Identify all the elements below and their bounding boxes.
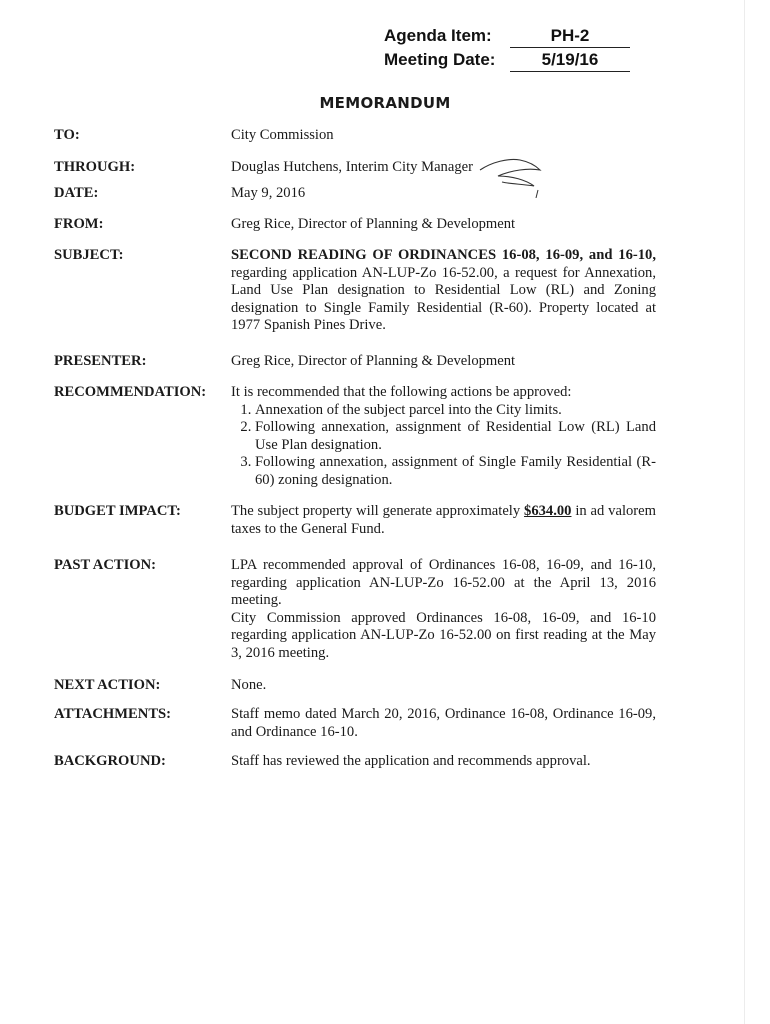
- meeting-date-label: Meeting Date:: [384, 50, 496, 69]
- from-value: Greg Rice, Director of Planning & Development: [231, 216, 516, 232]
- date-label: DATE:: [54, 185, 99, 201]
- subject-bold-text: SECOND READING OF ORDINANCES 16-08, 16-09, and 16-10,: [231, 247, 656, 263]
- next-action-value: None.: [231, 677, 267, 693]
- budget-amount: $634.00: [524, 503, 572, 519]
- subject-label: SUBJECT:: [54, 247, 124, 263]
- budget-label: BUDGET IMPACT:: [54, 503, 181, 519]
- budget-text-after: in ad valorem taxes to the General Fund.: [231, 503, 656, 537]
- agenda-item-label: Agenda Item:: [384, 26, 492, 45]
- to-value: City Commission: [231, 127, 334, 143]
- past-action-paragraph: City Commission approved Ordinances 16-08, 16-09, and 16-10 regarding application AN-LUP-Zo 16-52.00 on first reading at the May 3, 2016 meeting.: [231, 609, 656, 661]
- presenter-label: PRESENTER:: [54, 353, 147, 369]
- from-label: FROM:: [54, 216, 104, 232]
- meeting-date-row: [384, 50, 634, 74]
- budget-value: [231, 503, 656, 538]
- recommendation-value: [231, 384, 656, 489]
- meeting-date-value: 5/19/16: [510, 50, 630, 72]
- recommendation-item: 2. Following annexation, assignment of Residential Low (RL) Land Use Plan designation.: [255, 419, 656, 454]
- recommendation-intro: It is recommended that the following actions be approved:: [231, 384, 572, 400]
- through-label: THROUGH:: [54, 159, 136, 175]
- subject-text: regarding application AN-LUP-Zo 16-52.00, a request for Annexation, Land Use Plan designation to Residential Low (RL) and Zoning designation to Single Family Residential (R-60). Property located at 1977 Spanish Pines Drive.: [231, 264, 656, 333]
- date-value: May 9, 2016: [231, 185, 306, 201]
- background-value: Staff has reviewed the application and recommends approval.: [231, 753, 591, 769]
- agenda-item-row: [384, 26, 634, 50]
- presenter-value: Greg Rice, Director of Planning & Development: [231, 353, 516, 369]
- past-action-label: PAST ACTION:: [54, 557, 157, 573]
- past-action-value: [231, 557, 656, 662]
- agenda-header: [384, 26, 634, 74]
- next-action-label: NEXT ACTION:: [54, 677, 161, 693]
- recommendation-item: 1. Annexation of the subject parcel into the City limits.: [255, 402, 656, 420]
- attachments-value: Staff memo dated March 20, 2016, Ordinance 16-08, Ordinance 16-09, and Ordinance 16-10.: [231, 706, 656, 740]
- recommendation-label: RECOMMENDATION:: [54, 384, 207, 400]
- to-label: TO:: [54, 127, 80, 143]
- attachments-label: ATTACHMENTS:: [54, 706, 172, 722]
- recommendation-item: 3. Following annexation, assignment of Single Family Residential (R-60) zoning designation.: [255, 454, 656, 489]
- through-value: Douglas Hutchens, Interim City Manager: [231, 159, 473, 175]
- agenda-item-value: PH-2: [510, 26, 630, 48]
- past-action-paragraph: LPA recommended approval of Ordinances 16-08, 16-09, and 16-10, regarding application AN-LUP-Zo 16-52.00 at the April 13, 2016 meeting.: [231, 557, 656, 608]
- budget-text-before: The subject property will generate approximately: [231, 503, 521, 519]
- memo-title: MEMORANDUM: [319, 94, 451, 112]
- background-label: BACKGROUND:: [54, 753, 166, 769]
- scan-edge-line: [744, 0, 745, 1024]
- recommendation-list: [231, 402, 656, 490]
- subject-value: [231, 247, 656, 335]
